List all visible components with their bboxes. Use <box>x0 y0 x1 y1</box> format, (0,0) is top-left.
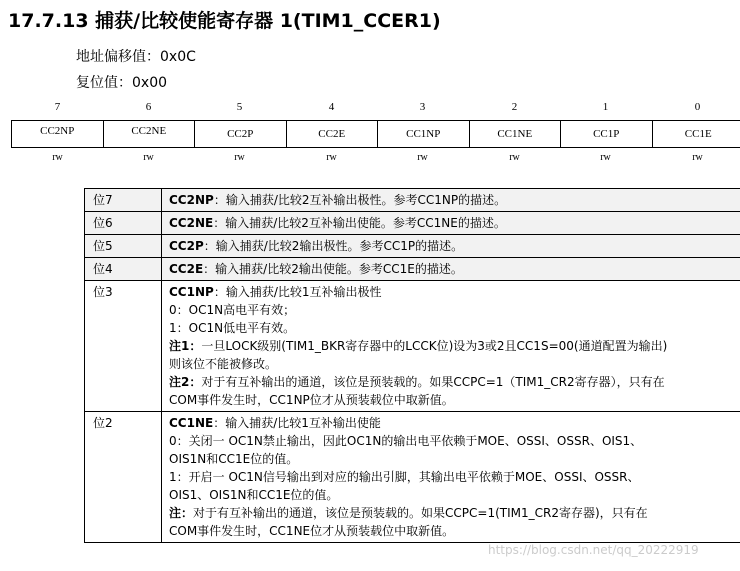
option-line: OIS1N和CC1E位的值。 <box>169 452 299 466</box>
option-line: 0：关闭一 OC1N禁止输出，因此OC1N的输出电平依赖于MOE、OSSI、OSSR、OIS1、 <box>169 434 643 448</box>
bit-label: 位7 <box>85 189 162 212</box>
note-text: 对于有互补输出的通道，该位是预装载的。如果CCPC=1（TIM1_CR2寄存器），只有在 <box>201 375 665 389</box>
bit-label: 位4 <box>85 258 162 281</box>
access-type: rw <box>417 152 428 163</box>
bit-field-cc2ne: CC2NE <box>104 121 196 147</box>
bit-label: 位3 <box>85 281 162 412</box>
option-line: 1：开启一 OC1N信号输出到对应的输出引脚，其输出电平依赖于MOE、OSSI、OSSR、 <box>169 470 640 484</box>
table-row <box>85 212 740 235</box>
field-text: ：输入捕获/比较2输出使能。参考CC1E的描述。 <box>203 262 463 276</box>
bit-field-cc1p: CC1P <box>561 121 653 147</box>
bit-field-cc1e: CC1E <box>684 128 712 140</box>
bit-number: 2 <box>511 101 518 113</box>
bit-description <box>162 189 740 212</box>
note-label: 注： <box>169 506 194 520</box>
table-row <box>85 281 740 412</box>
field-name: CC2NE <box>169 216 214 230</box>
field-name: CC2NP <box>169 193 214 207</box>
bit-label: 位5 <box>85 235 162 258</box>
bit-number-row <box>12 101 740 115</box>
bit-description <box>162 235 740 258</box>
option-line: OIS1、OIS1N和CC1E位的值。 <box>169 488 339 502</box>
bit-number: 1 <box>602 101 609 113</box>
table-row <box>85 189 740 212</box>
access-type: rw <box>52 152 63 163</box>
bit-field-cc2np: CC2NP <box>12 121 104 147</box>
note-label: 注1： <box>169 339 202 353</box>
field-name: CC2E <box>169 262 204 276</box>
option-line: 1：OC1N低电平有效。 <box>169 321 296 335</box>
bit-description <box>162 258 740 281</box>
table-row <box>85 235 740 258</box>
note-text: 则该位不能被修改。 <box>169 357 278 371</box>
bit-field-cc1np: CC1NP <box>378 121 470 147</box>
note-text: COM事件发生时，CC1NP位才从预装载位中取新值。 <box>169 393 454 407</box>
field-text: ：输入捕获/比较2输出极性。参考CC1P的描述。 <box>203 239 464 253</box>
bit-description-table <box>84 188 740 543</box>
bit-number: 3 <box>419 101 426 113</box>
field-text: ：输入捕获/比较1互补输出使能 <box>213 416 381 430</box>
option-line: 0：OC1N高电平有效； <box>169 303 296 317</box>
access-type: rw <box>326 152 337 163</box>
note-label: 注2： <box>169 375 202 389</box>
bit-description <box>162 412 740 543</box>
field-text: ：输入捕获/比较2互补输出使能。参考CC1NE的描述。 <box>213 216 506 230</box>
bit-number: 6 <box>145 101 152 113</box>
reset-value: 复位值：0x00 <box>76 75 168 91</box>
bit-description <box>162 212 740 235</box>
bit-description <box>162 281 740 412</box>
table-row <box>85 412 740 543</box>
bit-label: 位6 <box>85 212 162 235</box>
bit-number: 7 <box>54 101 61 113</box>
field-name: CC1NE <box>169 416 214 430</box>
section-title: 17.7.13 捕获/比较使能寄存器 1(TIM1_CCER1) <box>8 10 441 32</box>
access-type: rw <box>509 152 520 163</box>
field-name: CC1NP <box>169 285 214 299</box>
watermark: https://blog.csdn.net/qq_20222919 <box>488 543 699 557</box>
note-text: 对于有互补输出的通道，该位是预装载的。如果CCPC=1(TIM1_CR2寄存器)，只有在 <box>193 506 648 520</box>
bit-number: 4 <box>328 101 335 113</box>
bit-number: 5 <box>236 101 243 113</box>
access-type: rw <box>234 152 245 163</box>
field-text: ：输入捕获/比较1互补输出极性 <box>213 285 382 299</box>
bit-label: 位2 <box>85 412 162 543</box>
access-row <box>12 152 740 166</box>
access-type: rw <box>143 152 154 163</box>
note-text: 一旦LOCK级别(TIM1_BKR寄存器中的LCCK位)设为3或2且CC1S=00(通道配置为输出) <box>201 339 668 353</box>
field-name: CC2P <box>169 239 204 253</box>
register-bit-field <box>11 120 740 148</box>
access-type: rw <box>600 152 611 163</box>
note-text: COM事件发生时，CC1NE位才从预装载位中取新值。 <box>169 524 455 538</box>
bit-field-cc2p: CC2P <box>195 121 287 147</box>
bit-field-cc1ne: CC1NE <box>470 121 562 147</box>
field-text: ：输入捕获/比较2互补输出极性。参考CC1NP的描述。 <box>213 193 507 207</box>
address-offset: 地址偏移值：0x0C <box>76 49 196 65</box>
table-row <box>85 258 740 281</box>
access-type: rw <box>692 152 703 163</box>
bit-number: 0 <box>694 101 701 113</box>
bit-field-cc2e: CC2E <box>287 121 379 147</box>
